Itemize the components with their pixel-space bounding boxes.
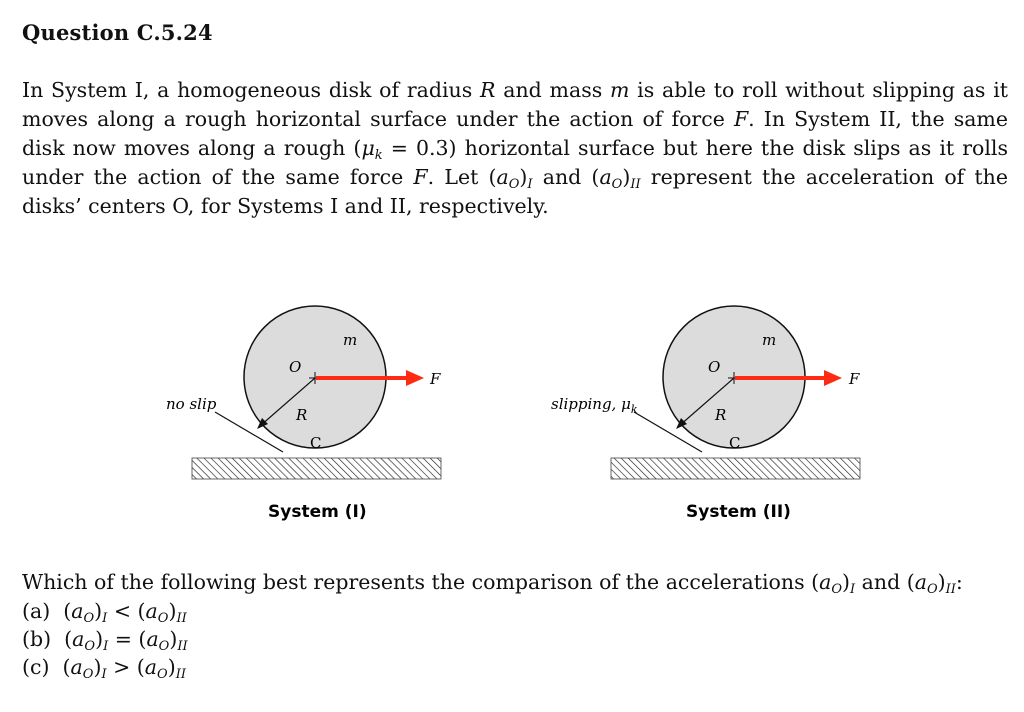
problem-statement: In System I, a homogeneous disk of radius R and mass m is able to roll without slipping as it moves along a rough horizontal surface under the action of force F. In System II, the same disk now moves along a rough $(\mu_k = 0.3)$ horizontal surface but here the disk slips as it rolls under the action of the same force F. Let $(a_O)_I$ and $(a_O)_{II}$ represent the acceleration of the disks’ centers O, for Systems I and II, respectively.: [22, 78, 1009, 218]
option-a-text: $(a_O)_I < (a_O)_{II}$: [63, 599, 187, 626]
option-c[interactable]: [22, 653, 188, 681]
system1-force-arrowhead: [406, 370, 424, 386]
system2-caption: System (II): [686, 502, 791, 522]
system2-mass-label: m: [762, 331, 777, 349]
system2-contact-label-main: slipping, μ: [551, 395, 631, 413]
system2-contact-point-label: C: [729, 434, 741, 452]
question-title: Question C.5.24: [22, 20, 213, 45]
option-b-text: $(a_O)_I = (a_O)_{II}$: [64, 627, 188, 654]
system2-center-label: O: [708, 358, 721, 376]
system1-diagram: [166, 306, 441, 522]
option-a[interactable]: [22, 597, 188, 625]
option-c-text: $(a_O)_I > (a_O)_{II}$: [62, 655, 186, 682]
system2-contact-label-sub: k: [630, 403, 638, 416]
question-prompt: Which of the following best represents the comparison of the accelerations $(a_O)_I$ and $(a_O)_{II}$:: [22, 570, 963, 597]
option-b[interactable]: [22, 625, 188, 653]
option-b-label: (b): [22, 627, 52, 651]
system2-force-arrowhead: [824, 370, 842, 386]
system1-force-label: F: [430, 370, 441, 388]
figure: [0, 290, 1024, 530]
answer-options: [22, 597, 188, 681]
system1-center-label: O: [289, 358, 302, 376]
option-c-label: (c): [22, 655, 50, 679]
system2-diagram: [551, 306, 860, 522]
system1-contact-label: no slip: [166, 395, 217, 413]
system1-mass-label: m: [343, 331, 358, 349]
system1-contact-point-label: C: [310, 434, 322, 452]
system1-caption: System (I): [268, 502, 367, 522]
option-a-label: (a): [22, 599, 51, 623]
system2-contact-label: [551, 395, 638, 416]
system2-force-label: F: [849, 370, 860, 388]
system1-ground: [192, 458, 441, 479]
system1-radius-label: R: [296, 406, 308, 424]
system2-radius-label: R: [715, 406, 727, 424]
system2-ground: [611, 458, 860, 479]
